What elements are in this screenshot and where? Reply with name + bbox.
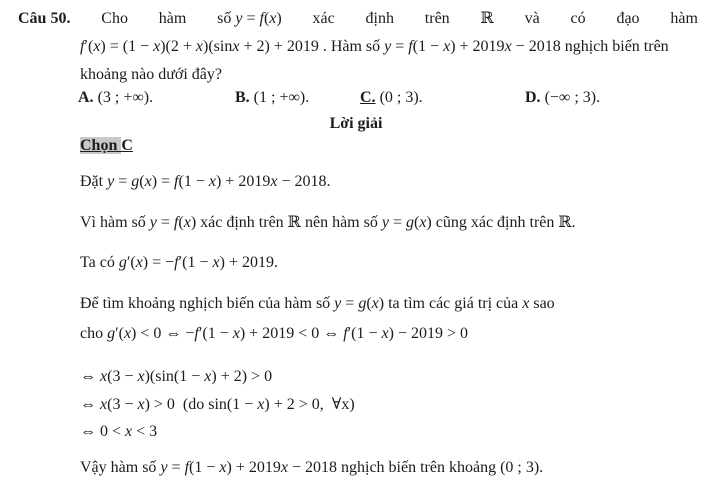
solution-step-dat: Đặt y = g(x) = f(1 − x) + 2019x − 2018. — [80, 173, 331, 190]
word: định — [365, 10, 394, 27]
answer-options-row — [78, 87, 698, 109]
solution-equiv-2: ⇔ x(3 − x) > 0 (do sin(1 − x) + 2 > 0, ∀x) — [80, 396, 355, 413]
word: D. (−∞ ; 3). — [525, 89, 601, 106]
problem-statement-line-2: f′(x) = (1 − x)(2 + x)(sinx + 2) + 2019 . Hàm số y = f(1 − x) + 2019x − 2018 nghịch biến trên — [80, 38, 669, 55]
problem-statement-line-1 — [18, 8, 698, 30]
solution-step-find-interval-a: Để tìm khoảng nghịch biến của hàm số y = g(x) ta tìm các giá trị của x sao — [80, 295, 555, 312]
word: hàm — [158, 10, 187, 27]
word: C. (0 ; 3). — [360, 89, 423, 106]
word: A. (3 ; +∞). — [78, 89, 154, 106]
word: xác — [312, 10, 335, 27]
word: Câu 50. — [18, 10, 71, 27]
word: đạo — [616, 10, 640, 27]
solution-header: Lời giải — [329, 115, 383, 132]
word: ℝ — [480, 10, 494, 27]
solution-equiv-3: ⇔ 0 < x < 3 — [80, 423, 158, 440]
chosen-answer: Chọn C — [80, 137, 133, 154]
word: và — [524, 10, 540, 27]
word: B. (1 ; +∞). — [235, 89, 310, 106]
word: số y = f(x) — [217, 10, 282, 27]
solution-conclusion: Vậy hàm số y = f(1 − x) + 2019x − 2018 nghịch biến trên khoảng (0 ; 3). — [80, 459, 544, 476]
solution-equiv-1: ⇔ x(3 − x)(sin(1 − x) + 2) > 0 — [80, 368, 273, 385]
problem-statement-line-3: khoảng nào dưới đây? — [80, 66, 222, 83]
solution-step-find-interval-b: cho g′(x) < 0 ⇔ −f′(1 − x) + 2019 < 0 ⇔ f′(1 − x) − 2019 > 0 — [80, 325, 469, 342]
word: hàm — [670, 10, 698, 27]
solution-step-domain: Vì hàm số y = f(x) xác định trên ℝ nên hàm số y = g(x) cũng xác định trên ℝ. — [80, 214, 576, 231]
word: có — [570, 10, 586, 27]
word: Cho — [101, 10, 128, 27]
solution-step-derivative: Ta có g′(x) = −f′(1 − x) + 2019. — [80, 254, 278, 271]
word: trên — [424, 10, 450, 27]
